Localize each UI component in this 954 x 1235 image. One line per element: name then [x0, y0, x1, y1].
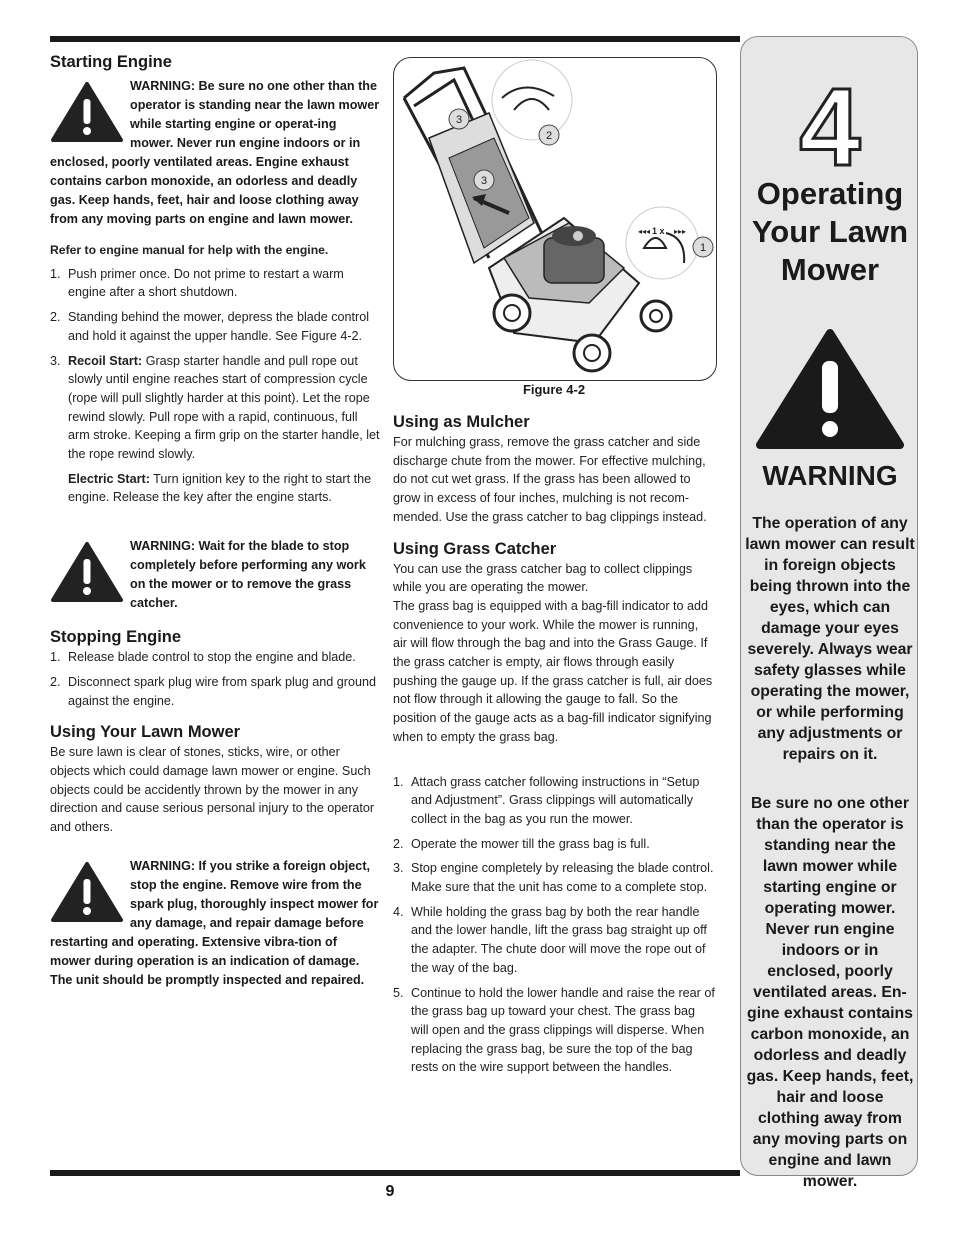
svg-text:◂◂◂: ◂◂◂: [638, 227, 651, 236]
grass-catcher-text: The grass bag is equipped with a bag-fill indicator to add convenience to your work. While the mower is running, air will flow through the bag and into the Grass Gauge. If the grass catcher is empty, air flows through easily pushing the gauge up. If the grass catcher is full, air does not flow through it allowing the gauge to fall. So the position of the gauge acts as a bag-fill indicator signifying when to empty the grass bag.: [393, 598, 713, 744]
starting-steps: [50, 265, 380, 507]
chapter-title: Operating Your Lawn Mower: [751, 176, 909, 287]
svg-text:▸▸▸: ▸▸▸: [674, 227, 687, 236]
engine-manual-note: Refer to engine manual for help with the engine.: [50, 243, 329, 257]
callout-3-lower: [474, 170, 494, 190]
starting-warning: [50, 77, 380, 229]
blade-warning: [50, 537, 380, 613]
stopping-engine-heading: Stopping Engine: [50, 628, 182, 647]
sidebar-warning-text-operator: Be sure no one other than the operator is standing near the lawn mower while starting engine or operating mower. Never run engine indoors or in enclosed, poorly ventilated areas. En-gine exhaust contains carbon monoxide, an odorless and deadly gas. Keep hands, feet, hair and loose clothing away from any moving parts on engine and lawn mower.: [746, 795, 914, 1190]
svg-text:2: 2: [545, 130, 553, 142]
electric-start-label: Electric Start:: [68, 471, 150, 486]
list-item: 2. Disconnect spark plug wire from spark plug and ground against the engine.: [50, 674, 377, 708]
grass-catcher-heading: Using Grass Catcher: [393, 539, 557, 558]
warning-triangle-icon: [754, 327, 906, 451]
list-item: 4. While holding the grass bag by both the rear handle and the lower handle, lift the grass bag straight up off the adapter. The chute door will move the rope out of the way of the bag.: [393, 904, 707, 975]
recoil-start-label: Recoil Start:: [68, 353, 143, 368]
using-mower-heading: Using Your Lawn Mower: [50, 723, 241, 742]
warning-heading: WARNING: [762, 460, 898, 491]
callout-3-upper: [449, 109, 469, 129]
mulcher-text: For mulching grass, remove the grass catcher and side discharge chute from the mower. For effective mulching, do not cut wet grass. If the grass has been allowed to grow in excess of four inches, mulching is not recom-mended. Use the grass catcher to bag clippings instead.: [393, 435, 707, 524]
mulcher-heading: Using as Mulcher: [393, 413, 530, 431]
list-item: 5. Continue to hold the lower handle and raise the rear of the grass bag up toward your chest. The grass bag will open and the grass clippings will disperse. When replacing the grass bag, be sure the top of the bag rests on the wire support between the handles.: [393, 985, 715, 1075]
list-item: 1. Release blade control to stop the engine and blade.: [50, 650, 356, 665]
list-item: 2. Operate the mower till the grass bag is full.: [393, 836, 650, 851]
left-column: [50, 52, 380, 990]
primer-label: 1 x: [652, 226, 665, 236]
starting-warning-text: WARNING: Be sure no one other than the operator is standing near the lawn mower while starting engine or operat-ing mower. Never run engine indoors or in enclosed, poorly ventilated areas. Engine exhaust contains carbon monoxide, an odorless and deadly gas. Keep hands, feet, hair and loose clothing away from any moving parts on engine and lawn mower.: [50, 79, 380, 226]
warning-triangle-icon: [50, 861, 124, 923]
callout-1: [693, 237, 713, 257]
warning-triangle-icon: [50, 81, 124, 143]
page-number: 9: [385, 1183, 395, 1200]
figure-4-2: [393, 57, 717, 381]
chapter-number: 4: [799, 66, 861, 189]
svg-text:1: 1: [699, 242, 707, 254]
figure-caption: Figure 4-2: [522, 382, 586, 397]
list-item: 1. Attach grass catcher following instructions in “Setup and Adjustment”. Grass clippings will automatically collect in the bag as you run the mower.: [393, 774, 700, 826]
top-rule: [50, 36, 740, 42]
foreign-object-warning-text: WARNING: If you strike a foreign object, stop the engine. Remove wire from the spark plug, thoroughly inspect mower for any damage, and repair damage before restarting and operating. Extensive vibra-tion of mower during operation is an indication of damage. The unit should be promptly inspected and repaired.: [50, 858, 379, 987]
warning-triangle-icon: [50, 541, 124, 603]
chapter-sidebar: [740, 36, 918, 1190]
mower-illustration: [394, 58, 716, 380]
grass-catcher-steps: [393, 773, 715, 1078]
starting-engine-heading: Starting Engine: [50, 53, 172, 71]
list-item: Electric Start: Turn ignition key to the right to start the engine. Release the key after the engine starts.: [68, 471, 372, 505]
sidebar-warning-text-eyes: The operation of any lawn mower can result in foreign objects being thrown into the eyes, which can damage your eyes severely. Always wear safety glasses while operating the mower, or while performing any adjustments or repairs on it.: [745, 515, 915, 763]
list-item: 3. Recoil Start: Grasp starter handle and pull rope out slowly until engine reaches start of compression cycle (rope will pull slightly harder at this point). Let the rope rewind slowly. Pull rope with a rapid, continuous, full arm stroke. Keeping a firm grip on the starter handle, let the rope rewind slowly.: [50, 353, 380, 462]
blade-warning-text: WARNING: Wait for the blade to stop completely before performing any work on the mower or to remove the grass catcher.: [130, 539, 366, 611]
svg-text:3: 3: [480, 175, 488, 187]
grass-catcher-intro: You can use the grass catcher bag to collect clippings while you are operating the mower.: [393, 561, 693, 595]
callout-2: [539, 125, 559, 145]
stopping-steps: [50, 648, 380, 710]
list-item: 2. Standing behind the mower, depress the blade control and hold it against the upper handle. See Figure 4-2.: [50, 310, 370, 343]
foreign-object-warning: [50, 857, 380, 990]
list-item: 1. Push primer once. Do not prime to restart a warm engine after a short shutdown.: [50, 266, 344, 300]
using-mower-text: Be sure lawn is clear of stones, sticks, wire, or other objects which could damage lawn mower or engine. Such objects could be accidently thrown by the mower in any direction and cause serious personal injury to the operator and others.: [50, 745, 375, 835]
middle-column: [393, 408, 715, 1083]
bottom-rule: [50, 1170, 740, 1176]
svg-text:3: 3: [455, 114, 463, 126]
list-item: 3. Stop engine completely by releasing the blade control. Make sure that the unit has come to a complete stop.: [393, 861, 714, 895]
